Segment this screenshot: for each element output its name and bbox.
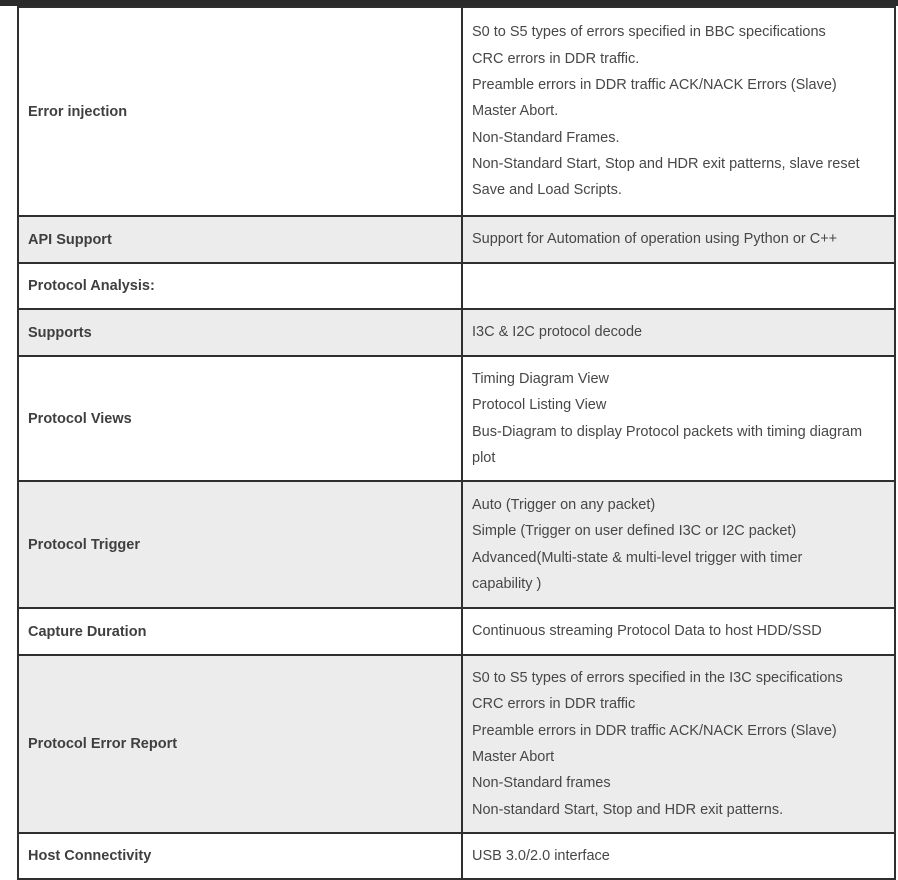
value-line: Preamble errors in DDR traffic ACK/NACK Errors (Slave)	[472, 722, 837, 739]
row-value	[462, 833, 895, 879]
table-row	[18, 356, 895, 481]
value-line: USB 3.0/2.0 interface	[472, 847, 610, 864]
value-line: Preamble errors in DDR traffic ACK/NACK Errors (Slave)	[472, 77, 837, 94]
value-line: Master Abort.	[472, 103, 559, 120]
value-line: S0 to S5 types of errors specified in BBC specifications	[472, 24, 826, 41]
value-line: Protocol Listing View	[472, 397, 607, 414]
value-line: Bus-Diagram to display Protocol packets with timing diagram	[472, 423, 863, 440]
value-line: I3C & I2C protocol decode	[472, 324, 643, 341]
row-label: Capture Duration	[18, 608, 462, 655]
value-line: S0 to S5 types of errors specified in the I3C specifications	[472, 670, 843, 687]
value-line: Non-Standard Start, Stop and HDR exit patterns, slave reset	[472, 155, 860, 172]
table-row	[18, 608, 895, 655]
row-label: API Support	[18, 216, 462, 263]
specifications-table	[17, 6, 896, 880]
value-line: Non-Standard frames	[472, 775, 611, 792]
value-line: Support for Automation of operation using Python or C++	[472, 231, 838, 248]
row-value	[462, 481, 895, 608]
value-line: Timing Diagram View	[472, 370, 609, 387]
value-line: plot	[472, 449, 496, 466]
table-row	[18, 263, 895, 309]
value-line: capability )	[472, 575, 542, 592]
row-label: Protocol Error Report	[18, 655, 462, 833]
row-label: Protocol Views	[18, 356, 462, 481]
row-value	[462, 655, 895, 833]
value-line: Master Abort	[472, 749, 555, 765]
row-value	[462, 216, 895, 263]
row-value	[462, 7, 895, 216]
value-line: Save and Load Scripts.	[472, 182, 622, 199]
table-row	[18, 309, 895, 356]
value-line: Non-Standard Frames.	[472, 129, 620, 146]
value-line: Advanced(Multi-state & multi-level trigger with timer	[472, 549, 803, 566]
row-value	[462, 263, 895, 309]
value-line: Continuous streaming Protocol Data to host HDD/SSD	[472, 623, 822, 640]
row-label: Protocol Trigger	[18, 481, 462, 608]
row-value	[462, 309, 895, 356]
row-value	[462, 608, 895, 655]
table-row	[18, 7, 895, 216]
table-row	[18, 655, 895, 833]
table-row	[18, 833, 895, 879]
row-label: Supports	[18, 309, 462, 356]
value-line: CRC errors in DDR traffic	[472, 696, 636, 713]
value-line: Auto (Trigger on any packet)	[472, 496, 656, 513]
row-label: Error injection	[18, 7, 462, 216]
row-label: Host Connectivity	[18, 833, 462, 879]
value-line: CRC errors in DDR traffic.	[472, 50, 640, 67]
row-label: Protocol Analysis:	[18, 263, 462, 309]
value-line: Non-standard Start, Stop and HDR exit patterns.	[472, 801, 784, 818]
row-value	[462, 356, 895, 481]
table-row	[18, 216, 895, 263]
value-line: Simple (Trigger on user defined I3C or I2C packet)	[472, 523, 797, 540]
table-row	[18, 481, 895, 608]
